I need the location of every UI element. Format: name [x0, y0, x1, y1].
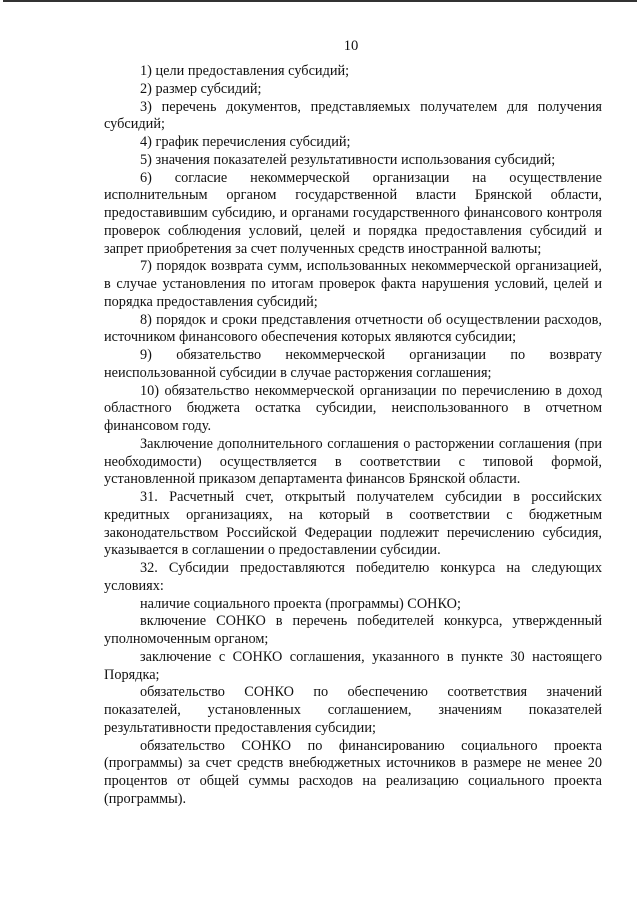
list-item-documents: 3) перечень документов, представляемых получателем для получения субсидий;: [104, 98, 602, 133]
list-item-balance-transfer: 10) обязательство некоммерческой организации по перечислению в доход областного бюджета остатка субсидии, неиспользованного в отчетном финансовом году.: [104, 382, 602, 434]
list-item-schedule: 4) график перечисления субсидий;: [140, 134, 351, 150]
paragraph-conditions-intro: 32. Субсидии предоставляются победителю конкурса на следующих условиях:: [104, 560, 602, 594]
paragraph-termination: Заключение дополнительного соглашения о расторжении соглашения (при необходимости) осуществляется в соответствии с типовой формой, установленной приказом департамента финансов Брянской области.: [104, 435, 602, 488]
list-item-goals: 1) цели предоставления субсидий;: [140, 63, 350, 79]
list-item-refund-procedure: 7) порядок возврата сумм, использованных некоммерческой организацией, в случае установления по итогам проверок факта нарушения условий, целей и порядка предоставления субсидий;: [104, 258, 602, 310]
list-item-consent: 6) согласие некоммерческой организации на осуществление исполнительным органом государственной власти Брянской области, предоставившим субсидию, и органами государственного финансового контроля проверок соблюдения условий, целей и порядка предоставления субсидий и запрет приобретения за счет полученных средств иностранной валюты;: [104, 169, 602, 257]
page-body: [104, 63, 602, 809]
paragraph-settlement-account: 31. Расчетный счет, открытый получателем субсидии в российских кредитных организациях, на который в соответствии с бюджетным законодательством Российской Федерации подлежит перечислению субсидия, указывается в соглашении о предоставлении субсидии.: [104, 489, 602, 559]
list-item-reporting: 8) порядок и сроки представления отчетности об осуществлении расходов, источником финансового обеспечения которых являются субсидии;: [104, 311, 602, 346]
condition-cofinancing: обязательство СОНКО по финансированию социального проекта (программы) за счет средств внебюджетных источников в размере не менее 20 процентов от общей суммы расходов на реализацию социального проекта (программы).: [104, 737, 602, 807]
top-edge-rule: [3, 0, 637, 2]
condition-project: наличие социального проекта (программы) СОНКО;: [140, 595, 461, 612]
condition-winners-list: включение СОНКО в перечень победителей конкурса, утвержденный уполномоченным органом;: [104, 613, 602, 647]
condition-agreement: заключение с СОНКО соглашения, указанного в пункте 30 настоящего Порядка;: [104, 648, 602, 683]
list-item-indicators: 5) значения показателей результативности использования субсидий;: [140, 151, 556, 168]
condition-indicators: обязательство СОНКО по обеспечению соответствия значений показателей, установленных соглашением, значениям показателей результативности предоставления субсидии;: [104, 684, 602, 736]
list-item-refund-obligation: 9) обязательство некоммерческой организации по возврату неиспользованной субсидии в случае расторжения соглашения;: [104, 347, 602, 381]
page-number: 10: [343, 38, 359, 54]
list-item-amount: 2) размер субсидий;: [140, 80, 262, 97]
